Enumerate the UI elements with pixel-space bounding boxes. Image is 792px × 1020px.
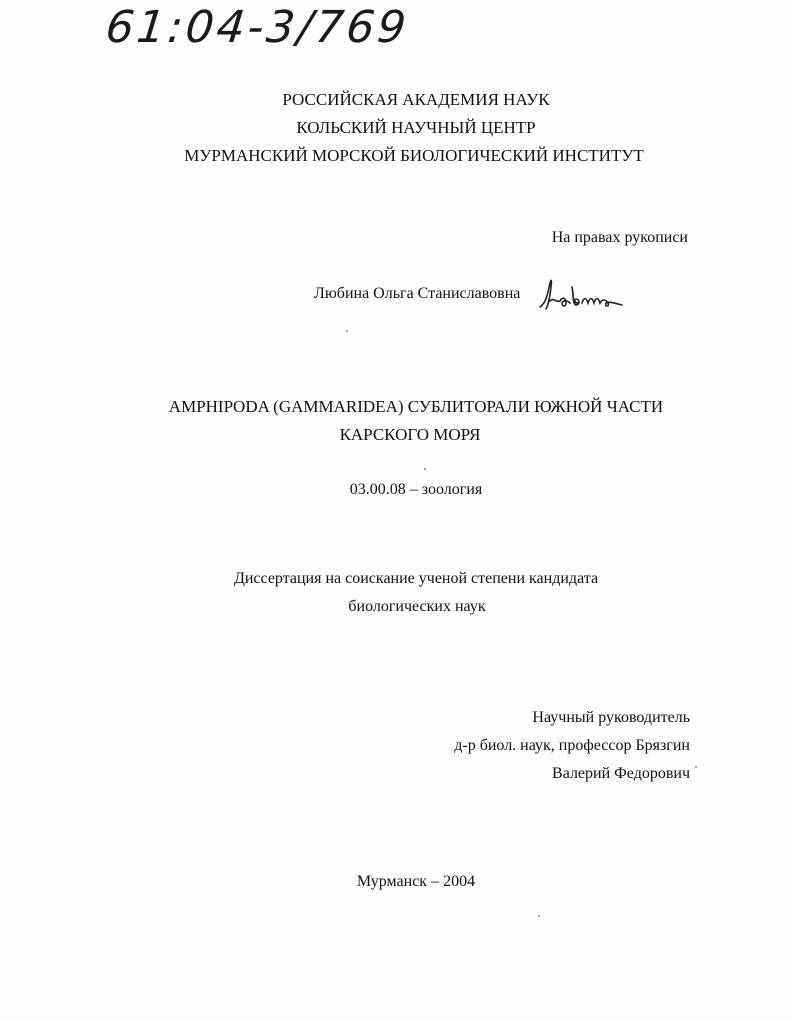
author-signature <box>536 273 632 315</box>
institution-line-1: РОССИЙСКАЯ АКАДЕМИЯ НАУК <box>282 90 550 109</box>
title-line-2: КАРСКОГО МОРЯ <box>339 425 481 444</box>
supervisor-block <box>454 704 690 788</box>
institution-line-3: МУРМАНСКИЙ МОРСКОЙ БИОЛОГИЧЕСКИЙ ИНСТИТУТ <box>184 146 644 165</box>
supervisor-label: Научный руководитель <box>532 709 690 726</box>
supervisor-degree: д-р биол. наук, профессор Брязгин <box>454 737 690 754</box>
city-year <box>0 873 792 891</box>
dissertation-description <box>0 565 792 621</box>
dissertation-line-1: Диссертация на соискание ученой степени кандидата <box>233 570 599 587</box>
scan-speck <box>346 330 348 332</box>
specialty-text: 03.00.08 – зоология <box>349 481 483 498</box>
archive-number-handwritten: 61:04-3/769 <box>103 2 412 53</box>
dissertation-line-2: биологических наук <box>348 598 486 615</box>
specialty-code <box>0 481 792 499</box>
dissertation-title <box>0 393 792 449</box>
scan-speck <box>695 766 697 768</box>
scan-speck <box>538 915 540 917</box>
institution-header <box>0 86 792 170</box>
supervisor-name: Валерий Федорович <box>552 765 690 782</box>
rights-note: На правах рукописи <box>551 229 688 246</box>
city-year-text: Мурманск – 2004 <box>356 873 476 890</box>
title-line-1: AMPHIPODA (GAMMARIDEA) СУБЛИТОРАЛИ ЮЖНОЙ ЧАСТИ <box>168 397 664 416</box>
institution-line-2: КОЛЬСКИЙ НАУЧНЫЙ ЦЕНТР <box>296 118 536 137</box>
author-name: Любина Ольга Станиславовна <box>314 285 521 302</box>
scan-speck <box>424 468 426 470</box>
